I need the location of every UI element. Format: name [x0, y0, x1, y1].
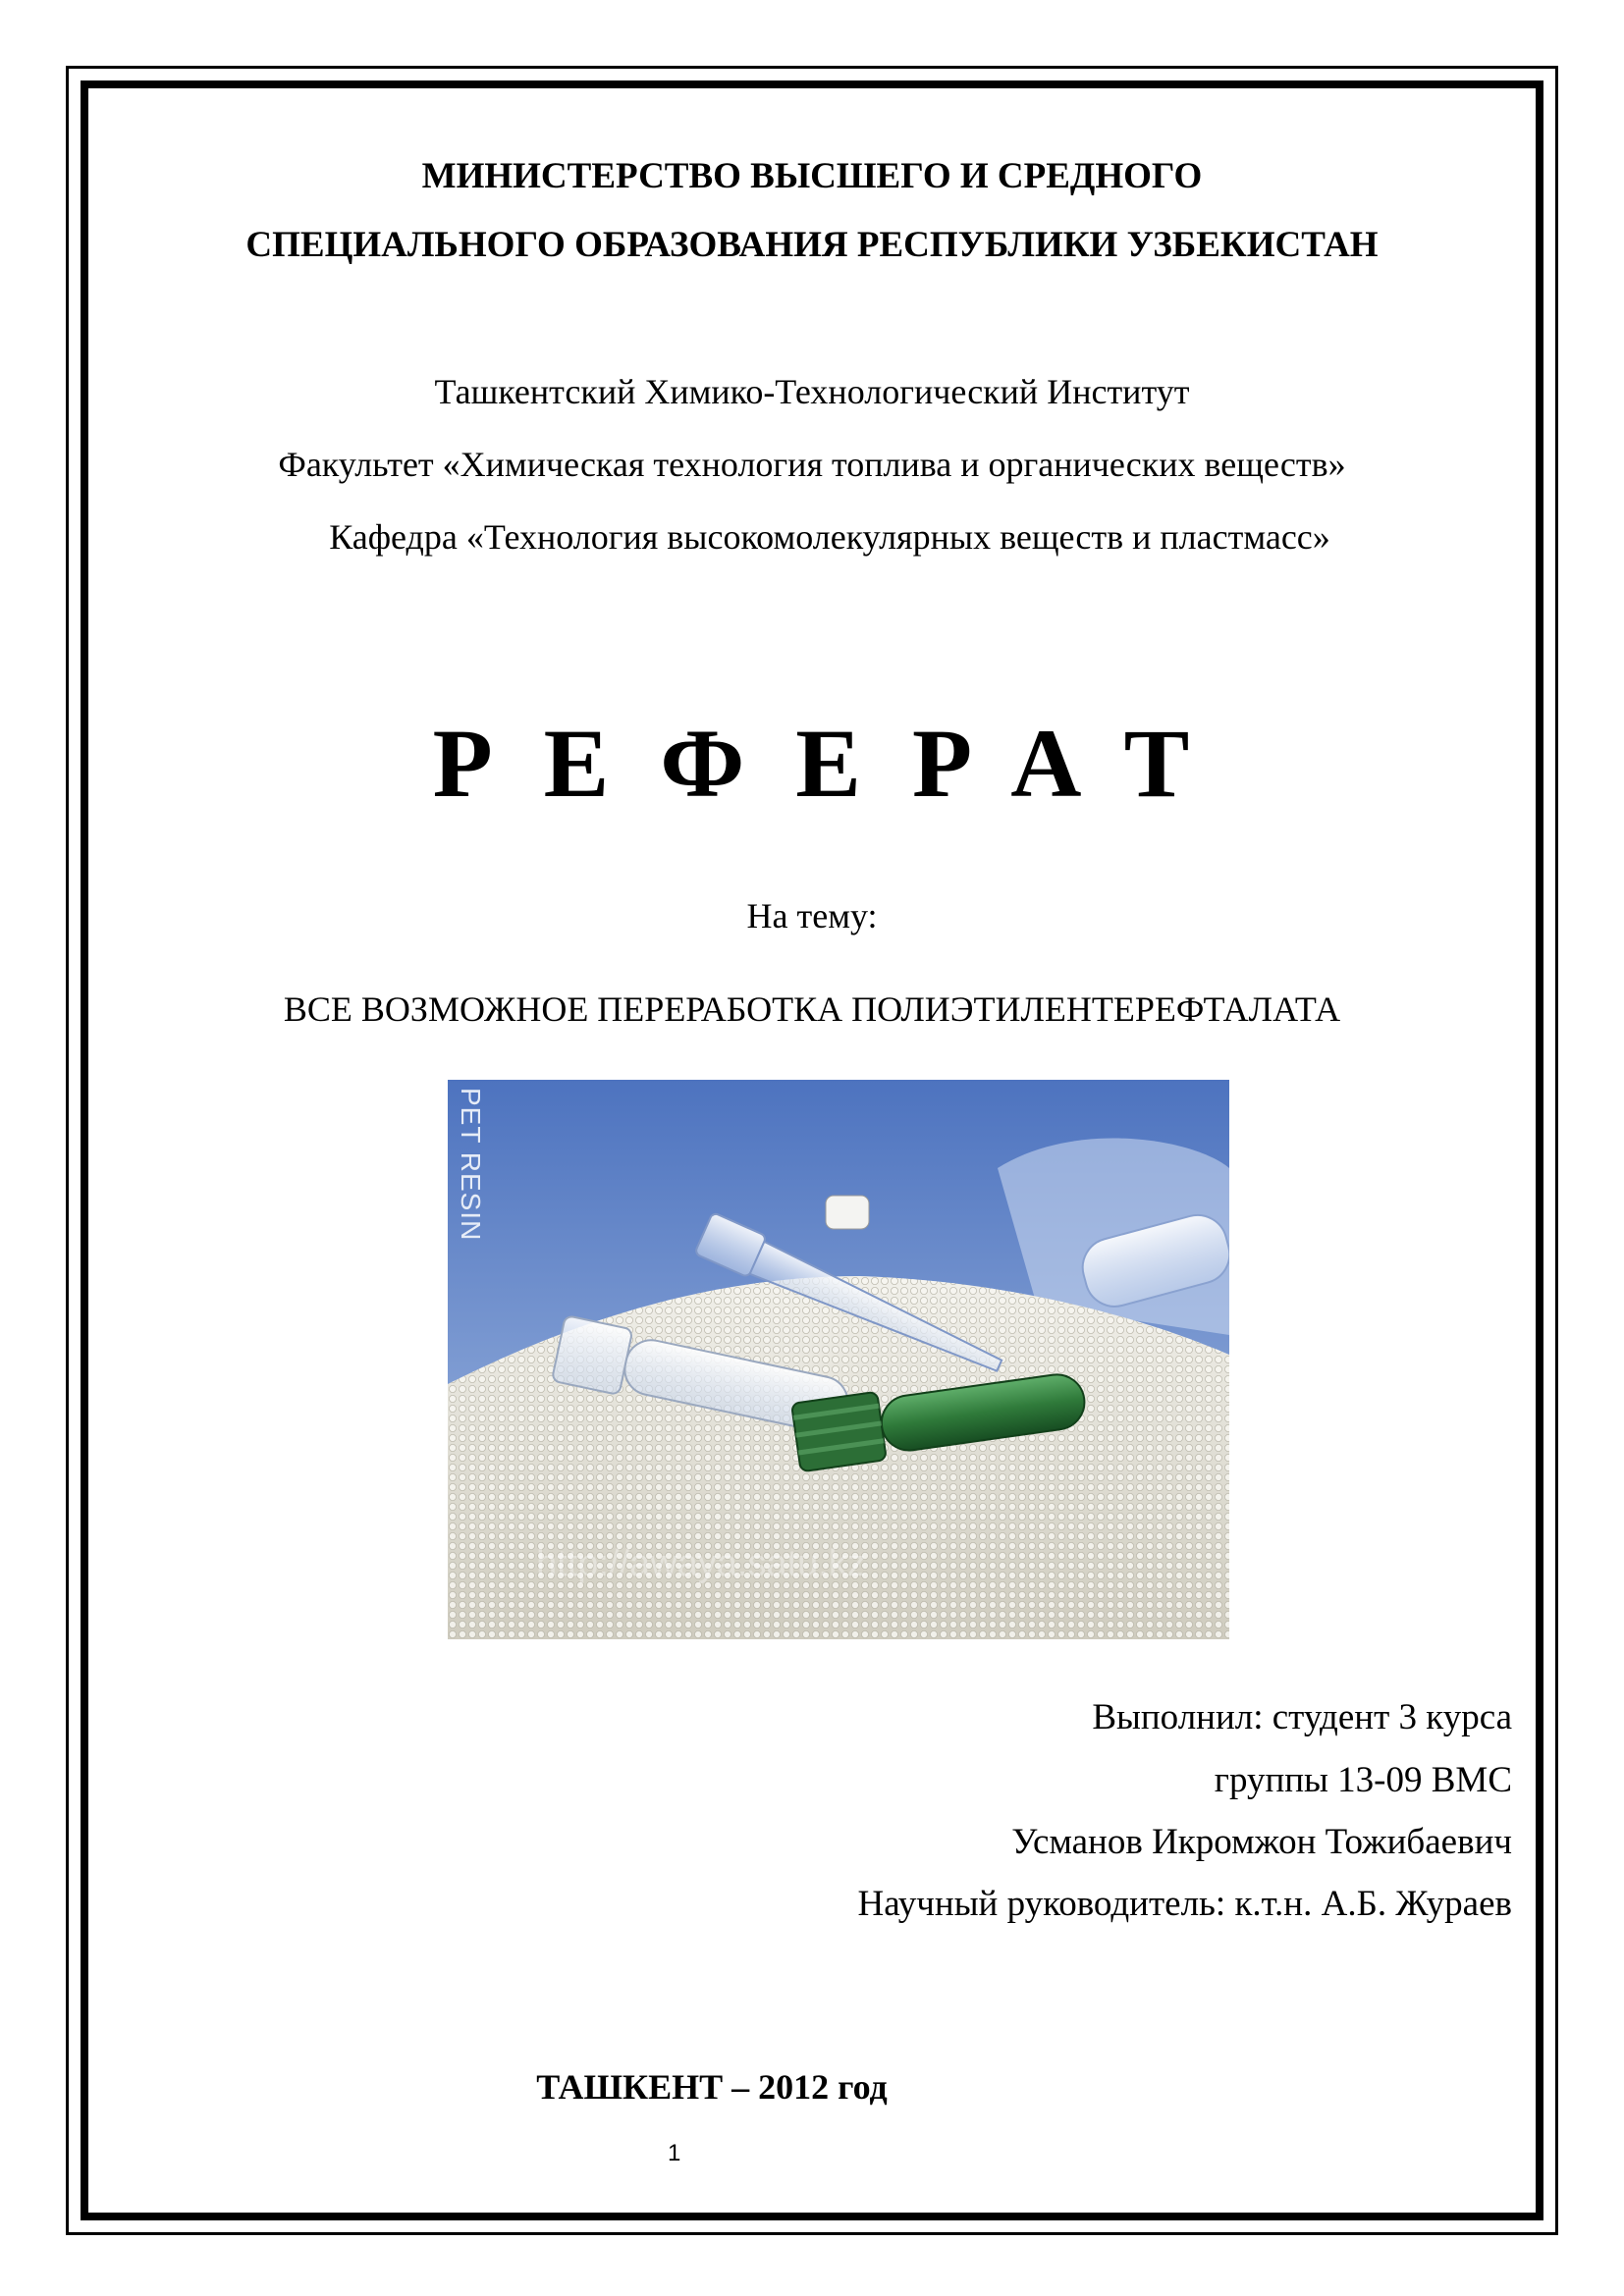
supervisor: Научный руководитель: к.т.н. А.Б. Жураев	[857, 1884, 1512, 1924]
author-group: группы 13-09 ВМС	[1214, 1760, 1512, 1800]
page-number: 1	[668, 2140, 681, 2166]
city-year: ТАШКЕНТ – 2012 год	[536, 2067, 888, 2107]
pet-resin-photo	[448, 1080, 1229, 1639]
photo-caption-vertical: PET RESIN	[456, 1088, 486, 1242]
photo-watermark: http://awaya.satu.kz	[536, 1543, 866, 1584]
document-title: РЕФЕРАТ	[432, 709, 1241, 818]
topic-text: ВСЕ ВОЗМОЖНОЕ ПЕРЕРАБОТКА ПОЛИЭТИЛЕНТЕРЕФТАЛАТА	[283, 989, 1341, 1029]
department-name: Кафедра «Технология высокомолекулярных веществ и пластмасс»	[329, 517, 1330, 557]
ministry-line-1: МИНИСТЕРСТВО ВЫСШЕГО И СРЕДНОГО	[421, 156, 1203, 196]
topic-label: На тему:	[746, 896, 878, 935]
faculty-name: Факультет «Химическая технология топлива и органических веществ»	[278, 445, 1346, 484]
author-line-1: Выполнил: студент 3 курса	[1092, 1697, 1512, 1737]
author-name: Усманов Икромжон Тожибаевич	[1011, 1822, 1512, 1862]
ministry-line-2: СПЕЦИАЛЬНОГО ОБРАЗОВАНИЯ РЕСПУБЛИКИ УЗБЕКИСТАН	[245, 225, 1379, 265]
institute-name: Ташкентский Химико-Технологический Институт	[434, 372, 1190, 411]
